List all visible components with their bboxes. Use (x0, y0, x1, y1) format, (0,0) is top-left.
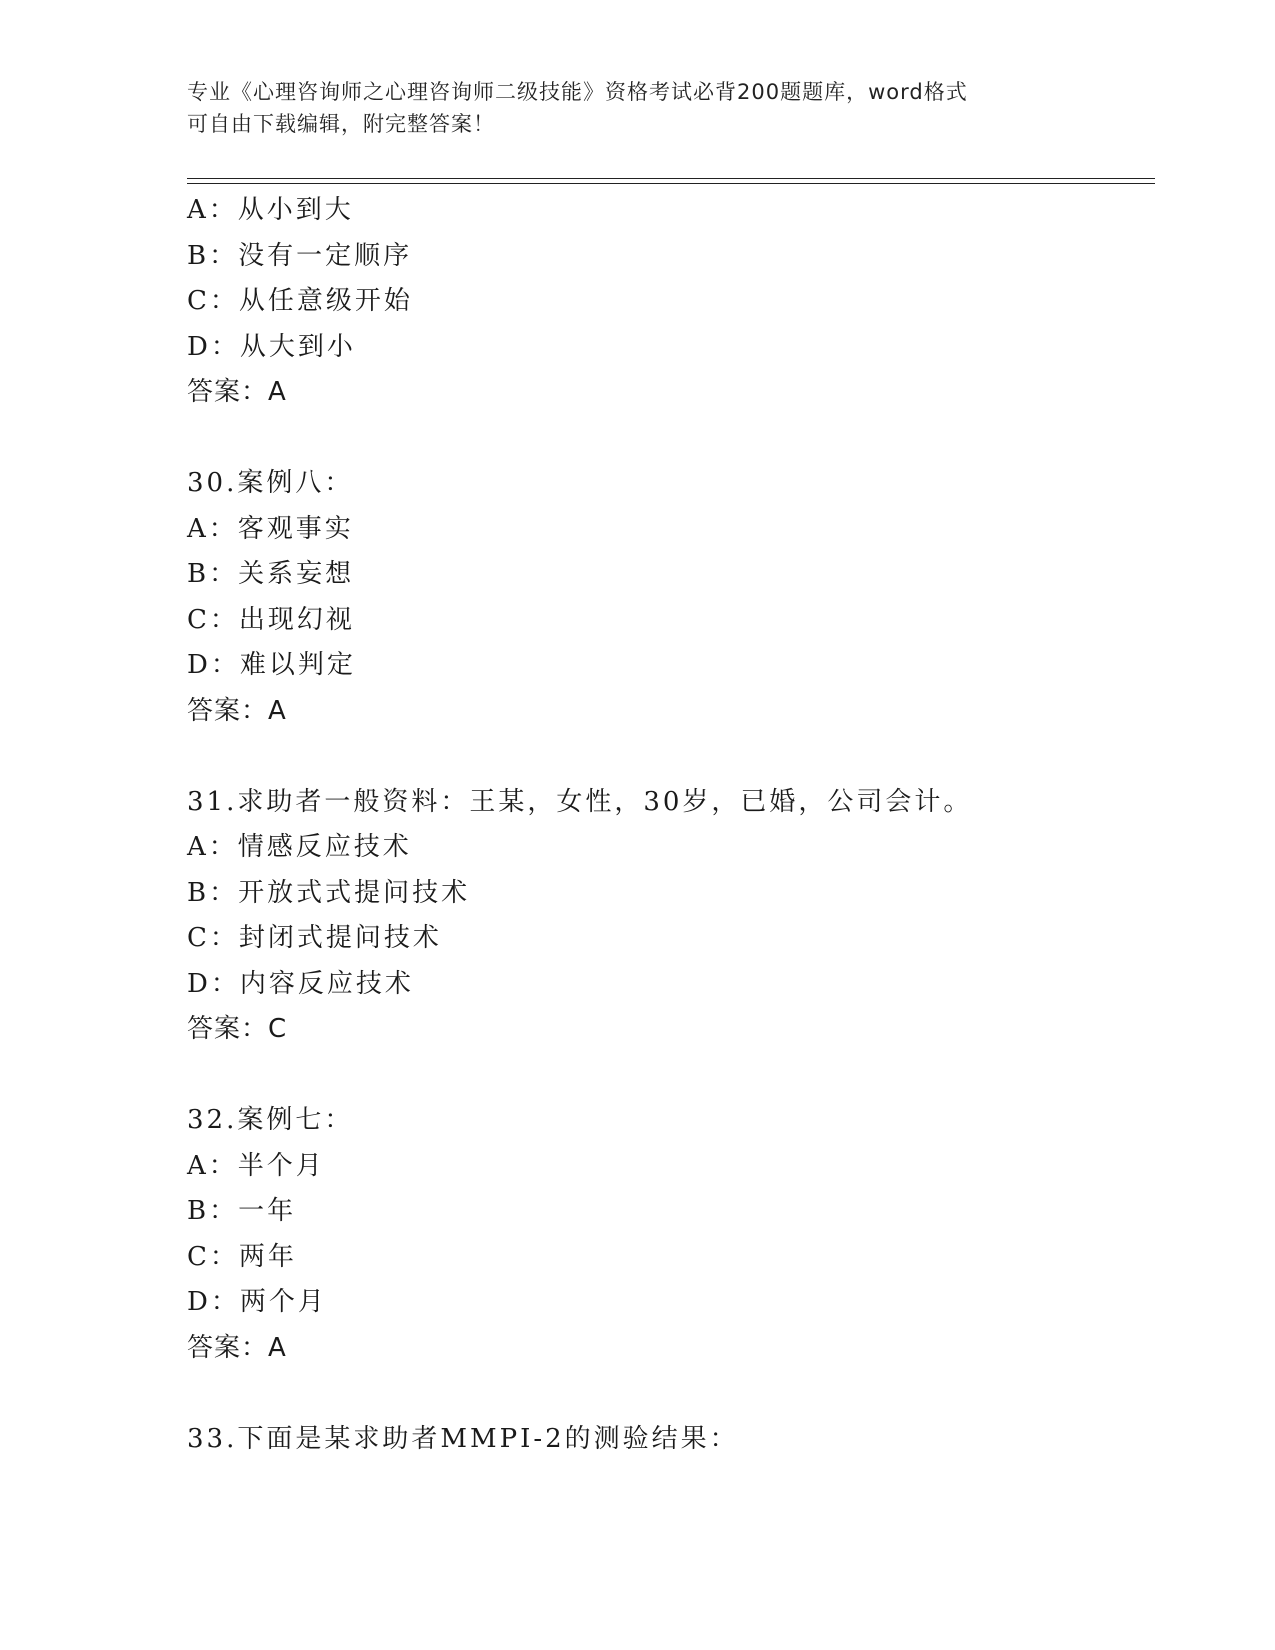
header-line-1: 专业《心理咨询师之心理咨询师二级技能》资格考试必背200题题库，word格式 (187, 80, 968, 104)
option-a: A：从小到大 (187, 195, 354, 225)
question-block (187, 461, 1147, 734)
document-header (187, 76, 1087, 140)
question-block (187, 1417, 1147, 1463)
question-stem: 33.下面是某求助者MMPI-2的测验结果： (187, 1423, 739, 1454)
header-line-2: 可自由下载编辑，附完整答案！ (187, 112, 495, 136)
header-divider-top (187, 178, 1155, 179)
question-stem: 31.求助者一般资料：王某，女性，30岁，已婚，公司会计。 (187, 786, 973, 817)
question-stem: 32.案例七： (187, 1105, 354, 1135)
question-stem: 30.案例八： (187, 468, 354, 498)
option-b: B：开放式式提问技术 (187, 877, 471, 908)
option-d: D：从大到小 (187, 331, 356, 362)
option-c: C：出现幻视 (187, 604, 355, 635)
answer-line: 答案：A (187, 1332, 287, 1363)
header-divider-bottom (187, 183, 1155, 184)
block-spacer (187, 734, 1147, 780)
question-block (187, 1098, 1147, 1371)
option-d: D：内容反应技术 (187, 968, 414, 999)
option-d: D：两个月 (187, 1287, 327, 1317)
option-a: A：半个月 (187, 1150, 325, 1181)
option-b: B：关系妄想 (187, 559, 355, 589)
block-spacer (187, 416, 1147, 462)
answer-line: 答案：A (187, 377, 287, 407)
option-c: C：两年 (187, 1241, 297, 1272)
question-block (187, 188, 1147, 416)
block-spacer (187, 1371, 1147, 1417)
answer-line: 答案：A (187, 695, 287, 726)
question-block (187, 780, 1147, 1053)
block-spacer (187, 1053, 1147, 1099)
question-list (187, 188, 1147, 1462)
option-b: B：一年 (187, 1196, 297, 1226)
option-a: A：情感反应技术 (187, 832, 412, 862)
option-a: A：客观事实 (187, 513, 354, 544)
answer-line: 答案：C (187, 1014, 288, 1044)
option-d: D：难以判定 (187, 650, 356, 680)
option-c: C：从任意级开始 (187, 286, 413, 316)
option-b: B：没有一定顺序 (187, 240, 413, 271)
option-c: C：封闭式提问技术 (187, 923, 442, 953)
